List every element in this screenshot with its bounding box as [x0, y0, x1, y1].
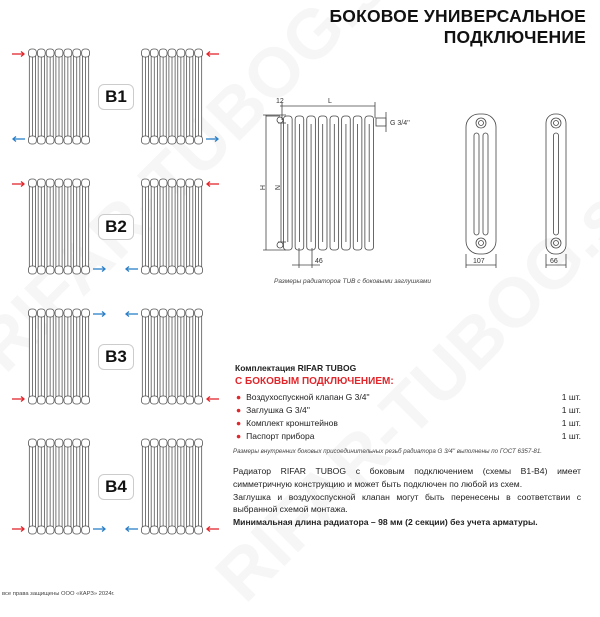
- radiator-header: [195, 309, 203, 317]
- radiator-header: [64, 136, 72, 144]
- radiator-header: [142, 526, 150, 534]
- radiator-header: [73, 396, 81, 404]
- radiator-header: [37, 136, 45, 144]
- thread-note: Размеры внутренних боковых присоединительных резьб радиатора G 3/4'' выполнены по ГОСТ 6357-81.: [233, 448, 542, 455]
- radiator-header: [150, 396, 158, 404]
- dim-107: 107: [473, 258, 485, 265]
- kit-item: [236, 417, 581, 430]
- radiator-header: [150, 439, 158, 447]
- radiator-icon: [29, 49, 90, 144]
- radiator-header: [168, 396, 176, 404]
- radiator-header: [186, 136, 194, 144]
- flow-arrow-icon: [207, 52, 219, 57]
- description-p1: Радиатор RIFAR TUBOG с боковым подключением (схемы B1-B4) имеет симметричную конструкцию и может быть подключен по любой из схем.: [233, 466, 581, 489]
- dim-66: 66: [550, 258, 558, 265]
- radiator-header: [186, 309, 194, 317]
- radiator-header: [177, 396, 185, 404]
- radiator-header: [195, 439, 203, 447]
- description: [233, 465, 581, 529]
- radiator-header: [82, 309, 90, 317]
- radiator-header: [186, 266, 194, 274]
- radiator-header: [177, 179, 185, 187]
- radiator-header: [55, 49, 63, 57]
- side-view-66: [546, 114, 566, 268]
- flow-arrow-icon: [93, 312, 105, 317]
- radiator-header: [159, 439, 167, 447]
- flow-arrow-icon: [126, 312, 138, 317]
- radiator-header: [177, 309, 185, 317]
- radiator-icon: [142, 439, 203, 534]
- radiator-header: [159, 136, 167, 144]
- radiator-header: [195, 179, 203, 187]
- radiator-header: [159, 396, 167, 404]
- flow-arrow-icon: [93, 527, 105, 532]
- radiator-header: [64, 396, 72, 404]
- radiator-header: [195, 49, 203, 57]
- radiator-header: [168, 266, 176, 274]
- radiator-header: [159, 526, 167, 534]
- kit-item-qty: 1 шт.: [561, 431, 581, 441]
- copyright: все права защищены ООО «КАРЗ» 2024г.: [2, 591, 115, 597]
- radiator-header: [195, 396, 203, 404]
- radiator-header: [186, 396, 194, 404]
- radiator-header: [177, 136, 185, 144]
- radiator-header: [186, 526, 194, 534]
- dim-l: L: [328, 98, 332, 105]
- bullet-icon: ●: [236, 418, 242, 428]
- radiator-header: [159, 266, 167, 274]
- radiator-header: [168, 136, 176, 144]
- dim-46: 46: [315, 258, 323, 265]
- radiator-header: [37, 266, 45, 274]
- radiator-header: [46, 136, 54, 144]
- radiator-header: [177, 266, 185, 274]
- kit-item-name: Паспорт прибора: [246, 431, 315, 441]
- radiator-header: [37, 309, 45, 317]
- kit-item-name: Комплект кронштейнов: [246, 418, 338, 428]
- kit-item: [236, 404, 581, 417]
- dim-thread: G 3/4'': [390, 120, 410, 127]
- title-line-2: ПОДКЛЮЧЕНИЕ: [443, 27, 586, 47]
- radiator-header: [195, 136, 203, 144]
- radiator-header: [150, 309, 158, 317]
- kit-subtitle: С БОКОВЫМ ПОДКЛЮЧЕНИЕМ:: [235, 376, 394, 387]
- kit-title: Комплектация RIFAR TUBOG: [235, 363, 357, 373]
- radiator-header: [46, 309, 54, 317]
- flow-arrow-icon: [12, 397, 24, 402]
- radiator-header: [168, 309, 176, 317]
- kit-list: [236, 391, 581, 443]
- radiator-header: [195, 526, 203, 534]
- radiator-header: [46, 49, 54, 57]
- radiator-icon: [29, 179, 90, 274]
- radiator-header: [195, 266, 203, 274]
- radiator-header: [186, 439, 194, 447]
- flow-arrow-icon: [12, 527, 24, 532]
- radiator-header: [73, 179, 81, 187]
- radiator-header: [159, 309, 167, 317]
- kit-item-qty: 1 шт.: [561, 392, 581, 402]
- radiator-header: [73, 136, 81, 144]
- radiator-header: [73, 266, 81, 274]
- radiator-header: [46, 266, 54, 274]
- radiator-header: [142, 309, 150, 317]
- radiator-header: [150, 266, 158, 274]
- radiator-header: [29, 396, 37, 404]
- kit-item-qty: 1 шт.: [561, 405, 581, 415]
- radiator-header: [46, 179, 54, 187]
- radiator-header: [186, 179, 194, 187]
- radiator-header: [64, 309, 72, 317]
- kit-item-qty: 1 шт.: [561, 418, 581, 428]
- flow-arrow-icon: [207, 397, 219, 402]
- scheme-label-b4: B4: [98, 474, 134, 500]
- radiator-header: [29, 266, 37, 274]
- flow-arrow-icon: [126, 267, 138, 272]
- scheme-label-b1: B1: [98, 84, 134, 110]
- flow-arrow-icon: [12, 52, 24, 57]
- radiator-header: [29, 136, 37, 144]
- radiator-header: [73, 309, 81, 317]
- radiator-icon: [29, 309, 90, 404]
- drawing-caption: Размеры радиаторов TUB с боковыми заглушками: [274, 278, 432, 285]
- bullet-icon: ●: [236, 392, 242, 402]
- dim-h: H: [258, 185, 265, 191]
- radiator-header: [150, 179, 158, 187]
- front-view: [263, 102, 386, 268]
- radiator-header: [37, 396, 45, 404]
- radiator-header: [29, 526, 37, 534]
- radiator-header: [29, 179, 37, 187]
- scheme-label-b3: B3: [98, 344, 134, 370]
- radiator-header: [142, 266, 150, 274]
- radiator-header: [150, 49, 158, 57]
- dim-n: N: [273, 185, 280, 191]
- radiator-header: [73, 49, 81, 57]
- radiator-header: [37, 179, 45, 187]
- radiator-header: [142, 179, 150, 187]
- radiator-icon: [142, 49, 203, 144]
- radiator-header: [55, 179, 63, 187]
- radiator-header: [73, 439, 81, 447]
- radiator-header: [64, 266, 72, 274]
- radiator-header: [64, 439, 72, 447]
- radiator-header: [55, 526, 63, 534]
- flow-arrow-icon: [206, 137, 218, 142]
- flow-arrow-icon: [93, 267, 105, 272]
- radiator-header: [46, 439, 54, 447]
- radiator-header: [46, 396, 54, 404]
- radiator-header: [150, 526, 158, 534]
- radiator-header: [186, 49, 194, 57]
- description-p2: Заглушка и воздухоспускной клапан могут быть перенесены в соответствии с выбранной схемой монтажа.: [233, 491, 581, 515]
- radiator-header: [168, 526, 176, 534]
- flow-arrow-icon: [207, 182, 219, 187]
- radiator-header: [177, 49, 185, 57]
- radiator-header: [168, 49, 176, 57]
- radiator-header: [37, 49, 45, 57]
- radiator-header: [73, 526, 81, 534]
- radiator-header: [159, 49, 167, 57]
- radiator-header: [64, 179, 72, 187]
- radiator-header: [82, 396, 90, 404]
- radiator-header: [82, 49, 90, 57]
- flow-arrow-icon: [126, 527, 138, 532]
- kit-item-name: Воздухоспускной клапан G 3/4'': [246, 392, 370, 402]
- radiator-header: [64, 49, 72, 57]
- radiator-header: [55, 136, 63, 144]
- flow-arrow-icon: [207, 527, 219, 532]
- flow-arrow-icon: [13, 137, 25, 142]
- dimension-drawing: [230, 90, 600, 280]
- scheme-label-b2: B2: [98, 214, 134, 240]
- radiator-header: [82, 526, 90, 534]
- radiator-header: [150, 136, 158, 144]
- radiator-header: [82, 179, 90, 187]
- kit-item-name: Заглушка G 3/4'': [246, 405, 310, 415]
- radiator-header: [177, 439, 185, 447]
- kit-item: [236, 391, 581, 404]
- radiator-header: [142, 49, 150, 57]
- radiator-header: [55, 266, 63, 274]
- radiator-header: [55, 439, 63, 447]
- flow-arrow-icon: [12, 182, 24, 187]
- radiator-header: [37, 439, 45, 447]
- radiator-header: [177, 526, 185, 534]
- kit-item: [236, 430, 581, 443]
- radiator-header: [142, 439, 150, 447]
- radiator-header: [46, 526, 54, 534]
- radiator-icon: [142, 179, 203, 274]
- radiator-header: [159, 179, 167, 187]
- radiator-header: [55, 396, 63, 404]
- side-view-107: [466, 114, 496, 268]
- radiator-header: [37, 526, 45, 534]
- radiator-header: [82, 136, 90, 144]
- radiator-icon: [29, 439, 90, 534]
- bullet-icon: ●: [236, 405, 242, 415]
- radiator-icon: [142, 309, 203, 404]
- radiator-header: [29, 309, 37, 317]
- radiator-header: [82, 266, 90, 274]
- radiator-header: [29, 439, 37, 447]
- radiator-header: [168, 439, 176, 447]
- radiator-header: [29, 49, 37, 57]
- radiator-header: [55, 309, 63, 317]
- radiator-header: [142, 396, 150, 404]
- radiator-header: [168, 179, 176, 187]
- page-title: [329, 6, 586, 48]
- title-line-1: БОКОВОЕ УНИВЕРСАЛЬНОЕ: [329, 6, 586, 26]
- radiator-header: [142, 136, 150, 144]
- bullet-icon: ●: [236, 431, 242, 441]
- description-p3: Минимальная длина радиатора – 98 мм (2 секции) без учета арматуры.: [233, 517, 538, 528]
- dim-12: 12: [276, 98, 284, 105]
- radiator-header: [82, 439, 90, 447]
- radiator-header: [64, 526, 72, 534]
